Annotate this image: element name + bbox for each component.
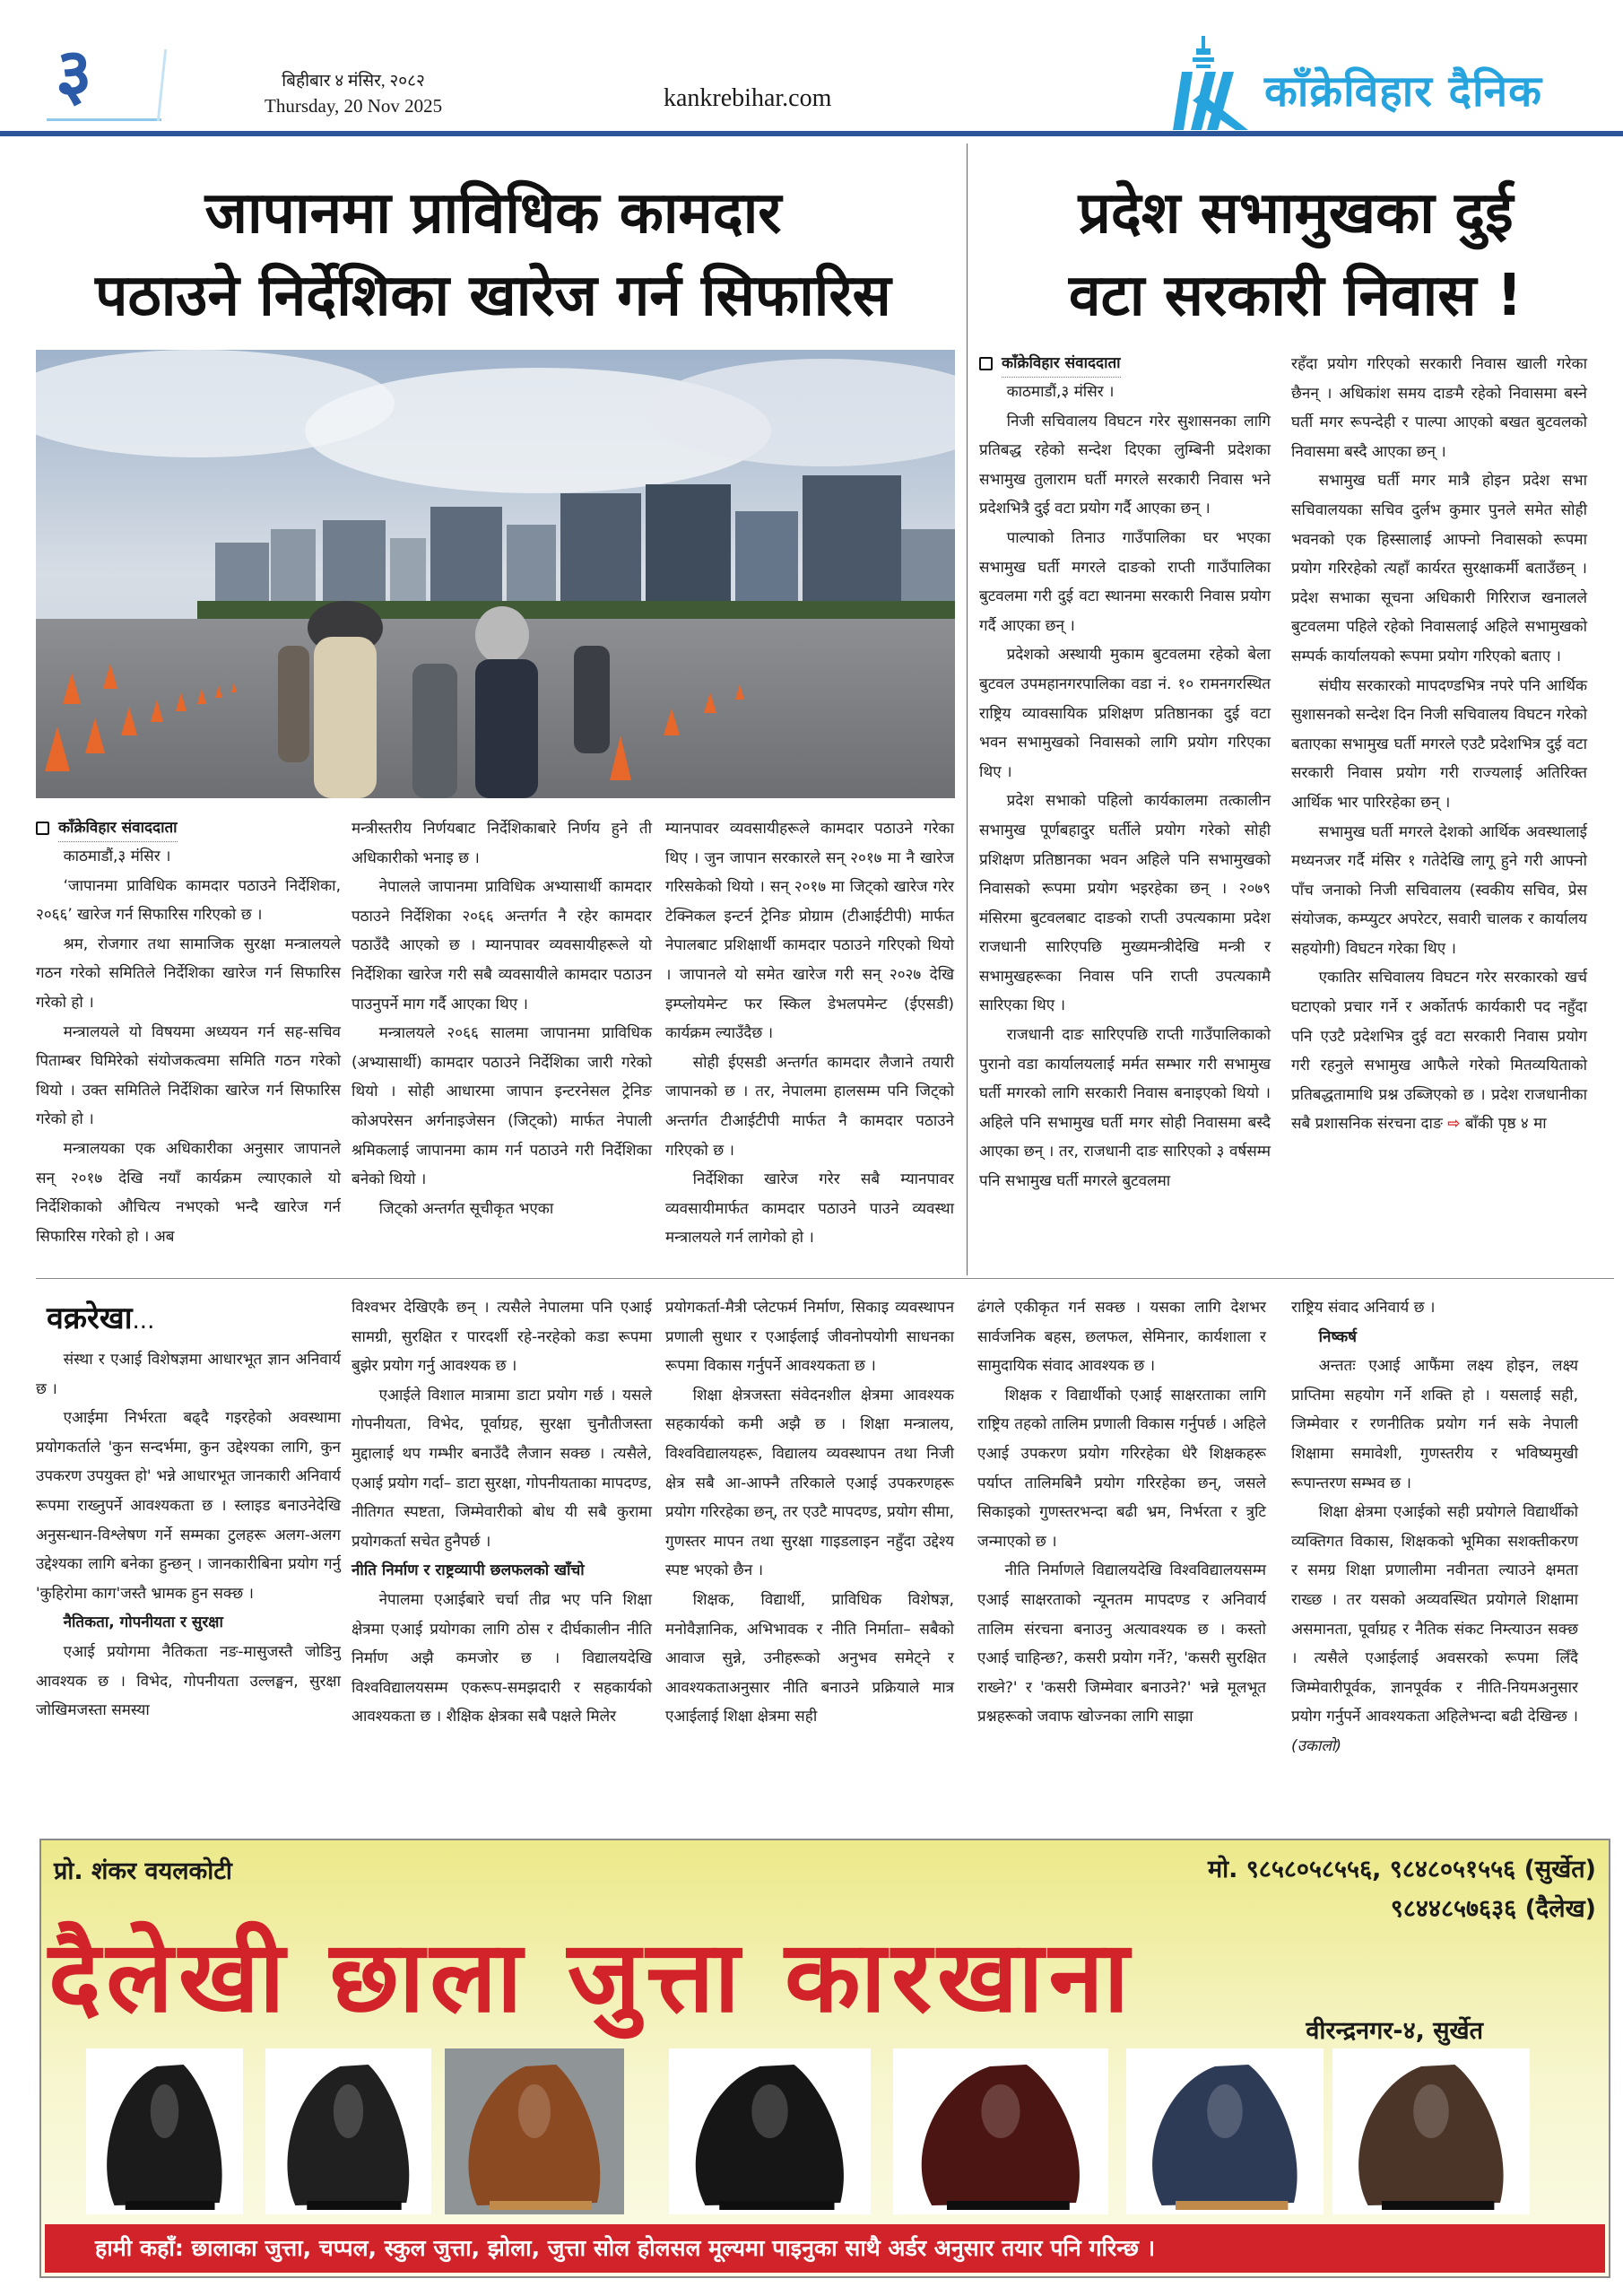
paragraph: विश्वभर देखिएकै छन् । त्यसैले नेपालमा पनि एआई सामग्री, सुरक्षित र पारदर्शी रहे-नरहेको कडा रूपमा बुझेर प्रयोग गर्नु आवश्यक छ । [352, 1299, 652, 1376]
byline [979, 350, 1271, 378]
paragraph: नेपालले जापानमा प्राविधिक अभ्यासार्थी कामदार पठाउने निर्देशिका २०६६ अन्तर्गत नै रहेर कामदार पठाउँदै आएको छ । म्यानपावर व्यवसायीहरूले यो निर्देशिका खारेज गरी सबै व्यवसायीले कामदार पठाउन पाउनुपर्ने माग गर्दै आएका थिए । [352, 878, 652, 1013]
article-japan-col-3 [665, 814, 954, 1253]
article-ai-col-3 [665, 1293, 954, 1732]
dateline: काठमाडौं,३ मंसिर । [63, 848, 171, 865]
ad-business-name: दैलेखी छाला जुत्ता कारखाना [48, 1919, 1135, 2034]
headline-line: प्रदेश सभामुखका दुई [1078, 180, 1514, 247]
paragraph: शिक्षा क्षेत्रमा एआईको सही प्रयोगले विद्यार्थीको व्यक्तिगत विकास, शिक्षकको भूमिका सशक्तीकरण र समग्र शिक्षा प्रणालीमा नवीनता ल्याउने क्षमता राख्छ । तर यसको अव्यवस्थित प्रयोगले शिक्षामा असमानता, पूर्वाग्रह र नैतिक संकट निम्त्याउन सक्छ । त्यसैले एआईलाई अवसरको रूपमा लिँदै जिम्मेवारीपूर्वक, ज्ञानपूर्वक र नीति-नियमअनुसार प्रयोग गर्नुपर्ने आवश्यकता अहिलेभन्दा बढी देखिन्छ । [1291, 1503, 1578, 1726]
article-ai-col-5 [1291, 1293, 1578, 1761]
paragraph: एकातिर सचिवालय विघटन गरेर सरकारको खर्च घटाएको प्रचार गर्ने र अर्कोतर्फ कार्यकारी पद नहुँदा पनि एउटै प्रदेशभित्र दुई वटा सरकारी निवास प्रयोग गरी रहनुले सभामुख आफैले गरेको मितव्ययिताको प्रतिबद्धतामाथि प्रश्न उब्जिएको छ । प्रदेश राजधानीका सबै प्रशासनिक संरचना दाङ [1291, 969, 1587, 1134]
page-number-underline [47, 118, 161, 121]
paragraph: सोही ईएसडी अन्तर्गत कामदार लैजाने तयारी जापानको छ । तर, नेपालमा हालसम्म पनि जिट्को अन्तर्गत टीआईटीपी मार्फत नै कामदार पठाउने गरिएको छ । [665, 1053, 954, 1160]
paragraph: नीति निर्माणले विद्यालयदेखि विश्वविद्यालयसम्म एआई साक्षरताको न्यूनतम मापदण्ड र अनिवार्य तालिम संरचना बनाउनु अत्यावश्यक छ । कस्तो एआई चाहिन्छ?, कसरी प्रयोग गर्ने?, 'कसरी सुरक्षित राख्ने?' र 'कसरी जिम्मेवार बनाउने?' भन्ने मूलभूत प्रश्नहरूको जवाफ खोज्नका लागि साझा [977, 1561, 1266, 1726]
paragraph: प्रदेश सभाको पहिलो कार्यकालमा तत्कालीन सभामुख पूर्णबहादुर घर्तीले प्रयोग गरेको सोही प्रशिक्षण प्रतिष्ठानका भवन अहिले पनि सभामुखको निवासको रूपमा प्रयोग भइरहेका छन् । २०७९ मंसिरमा बुटवलबाट दाङको राप्ती उपत्यकामा प्रदेश राजधानी सारिएपछि मुख्यमन्त्रीदेखि मन्त्री र सभामुखहरूका निवास पनि राप्ती उपत्यकामै सारिएका थिए । [979, 792, 1271, 1015]
headline-line: पठाउने निर्देशिका खारेज गर्न सिफारिस [95, 263, 891, 329]
paragraph: रहँदा प्रयोग गरिएको सरकारी निवास खाली गरेका छैनन् । अधिकांश समय दाङमै रहेको निवासमा बस्ने घर्ती मगर रूपन्देही र पाल्पा आएको बखत बुटवलको निवासमा बस्दै आएका छन् । [1291, 355, 1587, 461]
paragraph: प्रयोगकर्ता-मैत्री प्लेटफर्म निर्माण, सिकाइ व्यवस्थापन प्रणाली सुधार र एआईलाई जीवनोपयोगी साधनका रूपमा विकास गर्नुपर्ने आवश्यकता छ । [665, 1299, 954, 1376]
article-ai-col-2 [352, 1293, 652, 1732]
page-number: ३ [56, 34, 92, 115]
advertisement[interactable] [39, 1839, 1610, 2278]
paragraph: ‘जापानमा प्राविधिक कामदार पठाउने निर्देशिका, २०६६’ खारेज गर्न सिफारिस गरिएको छ । [36, 876, 341, 925]
paragraph: संघीय सरकारको मापदण्डभित्र नपरे पनि आर्थिक सुशासनको सन्देश दिन निजी सचिवालय विघटन गरेको बताएका सभामुख घर्ती मगरले एउटै प्रदेशभित्र दुई वटा सरकारी निवास प्रयोग गरी राज्यलाई अतिरिक्त आर्थिक भार पारिरहेका छन् । [1291, 676, 1587, 812]
date-english: Thursday, 20 Nov 2025 [265, 95, 443, 117]
section-title-ellipsis: ... [132, 1308, 155, 1335]
paragraph: एआईले विशाल मात्रामा डाटा प्रयोग गर्छ । यसले गोपनीयता, विभेद, पूर्वाग्रह, सुरक्षा चुनौतीजस्ता मुद्दालाई थप गम्भीर बनाउँदै लैजान सक्छ । त्यसैले, एआई प्रयोग गर्दा– डाटा सुरक्षा, गोपनीयताका मापदण्ड, नीतिगत स्पष्टता, जिम्मेवारीको बोध यी सबै कुरामा प्रयोगकर्ता सचेत हुनैपर्छ । [352, 1386, 652, 1551]
section-title [47, 1296, 154, 1337]
masthead [0, 0, 1623, 135]
paragraph: अन्ततः एआई आफैंमा लक्ष्य होइन, लक्ष्य प्राप्तिमा सहयोग गर्ने शक्ति हो । यसलाई सही, जिम्मेवार र रणनीतिक प्रयोग गर्न सके नेपाली शिक्षामा समावेशी, गुणस्तरीय र भविष्यमुखी रूपान्तरण सम्भव छ । [1291, 1357, 1578, 1492]
issue-date [265, 70, 442, 118]
paragraph: प्रदेशको अस्थायी मुकाम बुटवलमा रहेको बेला बुटवल उपमहानगरपालिका वडा नं. १० रामनगरस्थित राष्ट्रिय व्यावसायिक प्रशिक्षण प्रतिष्ठानका दुई वटा भवन सभामुखको निवासको लागि प्रयोग गरिएका थिए । [979, 646, 1271, 781]
paragraph: शिक्षक, विद्यार्थी, प्राविधिक विशेषज्ञ, मनोवैज्ञानिक, अभिभावक र नीति निर्माता– सबैको आवाज सुन्ने, उनीहरूको अनुभव समेट्ने र आवश्यकताअनुसार नीति बनाउने प्रक्रियाले मात्र एआईलाई शिक्षा क्षेत्रमा सही [665, 1590, 954, 1726]
paragraph: मन्त्रीस्तरीय निर्णयबाट निर्देशिकाबारे निर्णय हुने ती अधिकारीको भनाइ छ । [352, 820, 652, 867]
byline-text: काँक्रेविहार संवाददाता [58, 814, 178, 842]
paragraph: राष्ट्रिय संवाद अनिवार्य छ । [1291, 1299, 1436, 1317]
subheading: नीति निर्माण र राष्ट्रव्यापी छलफलको खाँचो [352, 1561, 585, 1580]
paragraph: संस्था र एआई विशेषज्ञमा आधारभूत ज्ञान अनिवार्य छ । [36, 1351, 341, 1398]
brown-casual-shoe-image [445, 2048, 624, 2214]
paragraph: एआई प्रयोगमा नैतिकता नङ-मासुजस्तै जोडिनु आवश्यक छ । विभेद, गोपनीयता उल्लङ्घन, सुरक्षा जोखिमजस्ता समस्या [36, 1642, 341, 1720]
paragraph: मन्त्रालयका एक अधिकारीका अनुसार जापानले सन् २०१७ देखि नयाँ कार्यक्रम ल्याएकाले यो निर्देशिकाको औचित्य नभएको भन्दै खारेज गर्न सिफारिस गरेको हो । अब [36, 1139, 341, 1246]
paragraph: राजधानी दाङ सारिएपछि राप्ती गाउँपालिकाको पुरानो वडा कार्यालयलाई मर्मत सम्भार गरी सभामुख घर्ती मगरको लागि सरकारी निवास बनाइएको थियो । अहिले पनि सभामुख घर्ती मगर सोही निवासमा बस्दै आएका छन् । तर, राजधानी दाङ सारिएको ३ वर्षसम्म पनि सभामुख घर्ती मगरले बुटवलमा [979, 1026, 1271, 1191]
square-bullet-icon [36, 822, 49, 835]
paragraph: एआईमा निर्भरता बढ्दै गइरहेको अवस्थामा प्रयोगकर्ताले 'कुन सन्दर्भमा, कुन उद्देश्यका लागि, कुन उपकरण उपयुक्त हो' भन्ने आधारभूत जानकारी अनिवार्य रूपमा राख्नुपर्ने आवश्यकता छ । स्लाइड बनाउनेदेखि अनुसन्धान-विश्लेषण गर्ने सम्मका टुलहरू अलग-अलग उद्देश्यका लागि बनेका हुन्छन् । जानकारीबिना प्रयोग गर्नु 'कुहिरोमा काग'जस्तै भ्रामक हुन सक्छ । [36, 1409, 341, 1603]
news-photo [36, 350, 955, 798]
photo-tokyo-plaza [36, 350, 955, 798]
article-japan-col-2 [352, 814, 652, 1223]
headline-line: वटा सरकारी निवास ! [1069, 263, 1523, 329]
subheading: निष्कर्ष [1318, 1327, 1357, 1346]
subheading: नैतिकता, गोपनीयता र सुरक्षा [63, 1613, 223, 1632]
date-nepali: बिहीबार ४ मंसिर, २०८२ [282, 72, 425, 91]
byline [36, 814, 341, 842]
paragraph: शिक्षा क्षेत्रजस्ता संवेदनशील क्षेत्रमा आवश्यक सहकार्यको कमी अझै छ । शिक्षा मन्त्रालय, विश्वविद्यालयहरू, विद्यालय व्यवस्थापन तथा निजी क्षेत्र सबै आ-आफ्नै तरिकाले एआई उपकरणहरू प्रयोग गरिरहेका छन्, तर एउटै मापदण्ड, प्रयोग सीमा, गुणस्तर मापन तथा सुरक्षा गाइडलाइन नहुँदा उद्देश्य स्पष्ट भएको छैन । [665, 1386, 954, 1580]
headline-line: जापानमा प्राविधिक कामदार [204, 180, 782, 247]
paragraph: शिक्षक र विद्यार्थीको एआई साक्षरताका लागि राष्ट्रिय तहको तालिम प्रणाली विकास गर्नुपर्छ । अहिले एआई उपकरण प्रयोग गरिरहेका धेरै शिक्षकहरू पर्याप्त तालिमबिनै प्रयोग गरिरहेका छन्, जसले सिकाइको गुणस्तरभन्दा बढी भ्रम, निर्भरता र त्रुटि जन्माएको छ । [977, 1386, 1266, 1551]
stupa-logo-icon [1166, 36, 1255, 130]
paragraph: निर्देशिका खारेज गरेर सबै म्यानपावर व्यवसायीमार्फत कामदार पठाउने पाउने व्यवस्था मन्त्रालयले गर्न लागेको हो । [665, 1170, 954, 1248]
ad-shoe-gallery [59, 2048, 1601, 2214]
ad-address: वीरन्द्रनगर-४, सुर्खेत [1306, 2017, 1483, 2045]
website-link[interactable]: kankrebihar.com [664, 84, 832, 112]
continued-arrow-icon: ⇨ [1447, 1115, 1461, 1134]
black-oxford-shoe-image [265, 2048, 431, 2214]
dateline: काठमाडौं,३ मंसिर । [1006, 383, 1115, 401]
article-japan-col-1 [36, 814, 341, 1251]
section-title-text: वक्ररेखा [47, 1300, 133, 1336]
paragraph: निजी सचिवालय विघटन गरेर सुशासनका लागि प्रतिबद्ध रहेको सन्देश दिएका लुम्बिनी प्रदेशका सभामुख तुलाराम घर्ती मगरले सरकारी निवास भने प्रदेशभित्रै दुई वटा प्रयोग गर्दै आएका छन् । [979, 412, 1271, 518]
paragraph: मन्त्रालयले यो विषयमा अध्ययन गर्न सह-सचिव पिताम्बर घिमिरेको संयोजकत्वमा समिति गठन गरेको थियो । उक्त समितिले निर्देशिका खारेज गर्न सिफारिस गरेको हो । [36, 1022, 341, 1129]
section-divider [36, 1278, 1614, 1279]
navy-suede-shoe-image [1126, 2048, 1324, 2214]
newspaper-logo [1166, 36, 1614, 130]
ad-phone-dailekh: ९८४४८५७६३६ (दैलेख) [1390, 1895, 1596, 1923]
paragraph: पाल्पाको तिनाउ गाउँपालिका घर भएका सभामुख घर्ती मगरले दाङको राप्ती गाउँपालिका बुटवलमा गरी दुई वटा स्थानमा सरकारी निवास प्रयोग गर्दै आएका छन् । [979, 528, 1271, 635]
brown-wingtip-shoe-image [1332, 2048, 1530, 2214]
black-derby-shoe-image [86, 2048, 243, 2214]
masthead-rule [0, 131, 1623, 136]
page-number-badge [47, 34, 163, 121]
ad-proprietor: प्रो. शंकर वयलकोटी [54, 1857, 232, 1885]
paragraph: जिट्को अन्तर्गत सूचीकृत भएका [378, 1199, 554, 1218]
burgundy-oxford-shoe-image [893, 2048, 1108, 2214]
paragraph: सभामुख घर्ती मगरले देशको आर्थिक अवस्थालाई मध्यनजर गर्दै मंसिर १ गतेदेखि लागू हुने गरी आफ्नो पाँच जनाको निजी सचिवालय (स्वकीय सचिव, प्रेस संयोजक, कम्प्युटर अपरेटर, सवारी चालक र कार्यालय सहयोगी) विघटन गरेका थिए । [1291, 822, 1587, 958]
headline-speaker [982, 172, 1610, 337]
continued-on-page[interactable]: बाँकी पृष्ठ ४ मा [1464, 1115, 1547, 1134]
article-ai-col-1 [36, 1345, 341, 1726]
square-bullet-icon [979, 357, 993, 370]
paragraph: श्रम, रोजगार तथा सामाजिक सुरक्षा मन्त्रालयले गठन गरेको समितिले निर्देशिका खारेज गर्न सिफारिस गरेको हो । [36, 935, 341, 1012]
paragraph: म्यानपावर व्यवसायीहरूले कामदार पठाउने गरेका थिए । जुन जापान सरकारले सन् २०१७ मा नै खारेज गरिसकेको थियो । सन् २०१७ मा जिट्को खारेज गरेर टेक्निकल इन्टर्न ट्रेनिङ प्रोग्राम (टीआईटीपी) मार्फत नेपालबाट प्रशिक्षार्थी कामदार पठाउने गरिएको थियो । जापानले यो समेत खारेज गरी सन् २०२७ देखि इम्प्लोयमेन्ट फर स्किल डेभलपमेन्ट (ईएसडी) कार्यक्रम ल्याउँदैछ । [665, 820, 954, 1043]
headline-japan [27, 172, 959, 337]
paragraph: मन्त्रालयले २०६६ सालमा जापानमा प्राविधिक (अभ्यासार्थी) कामदार पठाउने निर्देशिका जारी गरेको थियो । सोही आधारमा जापान इन्टरनेसल ट्रेनिङ कोअपरेसन अर्गनाइजेसन (जिट्को) मार्फत नेपाली श्रमिकलाई जापानमा काम गर्न पठाउने गरी निर्देशिका बनेको थियो । [352, 1024, 652, 1189]
byline-text: काँक्रेविहार संवाददाता [1002, 350, 1121, 378]
column-divider [967, 144, 968, 1275]
logo-text: काँक्रेविहार दैनिक [1264, 66, 1542, 117]
article-ai-col-4 [977, 1293, 1266, 1732]
source-credit: (उकालो) [1291, 1736, 1341, 1755]
ad-phone-surkhet: मो. ९८५८०५८५५६, ९८४८०५१५५६ (सुर्खेत) [1207, 1856, 1596, 1883]
paragraph: ढंगले एकीकृत गर्न सक्छ । यसका लागि देशभर सार्वजनिक बहस, छलफल, सेमिनार, कार्यशाला र सामुदायिक संवाद आवश्यक छ । [977, 1299, 1266, 1376]
ad-banner: हामी कहाँ: छालाका जुत्ता, चप्पल, स्कुल जुत्ता, झोला, जुत्ता सोल होलसल मूल्यमा पाइनुका साथै अर्डर अनुसार तयार पनि गरिन्छ । [45, 2224, 1605, 2273]
article-speaker-col-2 [1291, 350, 1587, 1139]
black-monk-strap-shoe-image [669, 2048, 871, 2214]
paragraph: सभामुख घर्ती मगर मात्रै होइन प्रदेश सभा सचिवालयका सचिव दुर्लभ कुमार पुनले समेत सोही भवनको एक हिस्सालाई आफ्नो निवासको रूपमा प्रयोग गरिरहेको त्यहाँ कार्यरत सुरक्षाकर्मी बताउँछन् । प्रदेश सभाका सूचना अधिकारी गिरिराज खनालले बुटवलमा पहिले रहेको निवासलाई अहिले सभामुखको सम्पर्क कार्यालयको रूपमा प्रयोग गरिएको बताए । [1291, 472, 1587, 665]
article-speaker-col-1 [979, 350, 1271, 1196]
paragraph: नेपालमा एआईबारे चर्चा तीव्र भए पनि शिक्षा क्षेत्रमा एआई प्रयोगका लागि ठोस र दीर्घकालीन नीति निर्माण अझै कमजोर छ । विद्यालयदेखि विश्वविद्यालयसम्म एकरूप-समझदारी र सहकार्यको आवश्यकता छ । शैक्षिक क्षेत्रका सबै पक्षले मिलेर [352, 1590, 652, 1726]
page-number-slant [157, 49, 167, 121]
